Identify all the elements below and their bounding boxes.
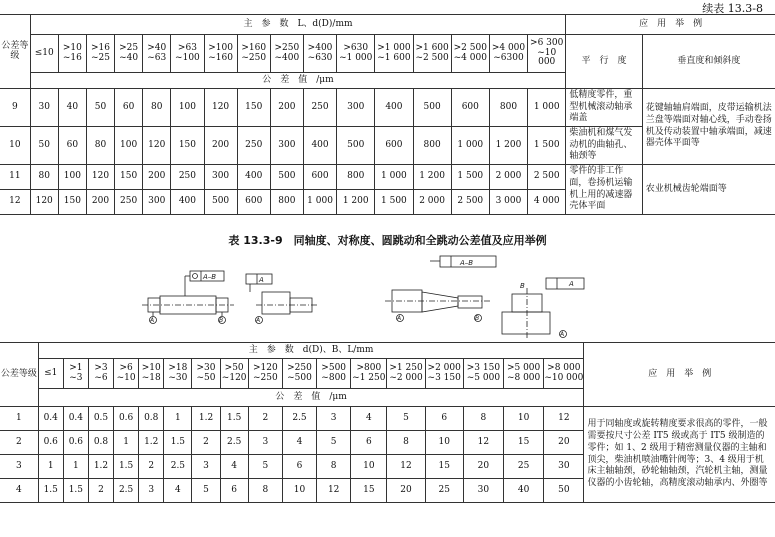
app-text: 用于同轴度或旋转精度要求很高的零件，一般需要按尺寸公差 IT5 级或高于 IT5 级制造的零件；如 1、2 级用于精密测量仪器的主轴和顶尖，柴油机喷油嘴针阀等；3、4 级用于机床主轴轴颈，砂轮轴轴颈，汽轮机主轴，测量仪器的小齿轮轴，高精度滚动轴承内、外圈等 xyxy=(584,407,775,503)
value-cell: 60 xyxy=(58,127,86,165)
value-cell: 0.8 xyxy=(139,407,164,431)
value-cell: 1 000 xyxy=(451,127,489,165)
value-cell: 15 xyxy=(351,479,387,503)
value-cell: 500 xyxy=(270,165,303,190)
range-header: >2 500 ~4 000 xyxy=(451,35,489,73)
value-cell: 4 xyxy=(282,431,316,455)
value-cell: 250 xyxy=(115,190,143,215)
value-cell: 0.6 xyxy=(114,407,139,431)
value-cell: 12 xyxy=(544,407,584,431)
value-cell: 1 xyxy=(164,407,192,431)
range-header: >3 150 ~5 000 xyxy=(463,359,503,389)
grade-cell: 2 xyxy=(0,431,38,455)
value-cell: 3 xyxy=(192,455,220,479)
value-cell: 5 xyxy=(387,407,425,431)
value-cell: 500 xyxy=(204,190,237,215)
value-cell: 1.5 xyxy=(38,479,63,503)
value-cell: 30 xyxy=(544,455,584,479)
value-cell: 8 xyxy=(248,479,282,503)
range-header: ≤1 xyxy=(38,359,63,389)
value-cell: 2 xyxy=(88,479,113,503)
value-cell: 1 000 xyxy=(303,190,336,215)
value-cell: 1 500 xyxy=(528,127,566,165)
value-cell: 2 000 xyxy=(489,165,527,190)
value-cell: 250 xyxy=(303,89,336,127)
app-sub-perp: 垂直度和倾斜度 xyxy=(642,35,775,89)
value-cell: 1 200 xyxy=(413,165,451,190)
fig-label: A xyxy=(560,331,565,338)
range-header: >10 ~16 xyxy=(58,35,86,73)
value-cell: 2.5 xyxy=(114,479,139,503)
value-cell: 8 xyxy=(463,407,503,431)
value-cell: 1 000 xyxy=(528,89,566,127)
value-cell: 500 xyxy=(413,89,451,127)
value-cell: 40 xyxy=(58,89,86,127)
value-cell: 1.2 xyxy=(139,431,164,455)
value-cell: 400 xyxy=(237,165,270,190)
value-cell: 0.6 xyxy=(38,431,63,455)
fig-label: A–B xyxy=(203,273,217,281)
fig-label: A xyxy=(256,317,261,324)
range-header: >8 000 ~10 000 xyxy=(544,359,584,389)
main-param-header: 主 参 数 L、d(D)/mm xyxy=(30,15,566,35)
range-header: >40 ~63 xyxy=(143,35,171,73)
value-cell: 80 xyxy=(86,127,114,165)
value-cell: 1.5 xyxy=(63,479,88,503)
value-cell: 200 xyxy=(143,165,171,190)
range-header: >4 000 ~6300 xyxy=(489,35,527,73)
app-sub-parallel: 平 行 度 xyxy=(566,35,642,89)
value-cell: 2.5 xyxy=(164,455,192,479)
value-cell: 150 xyxy=(237,89,270,127)
range-header: >1 ~3 xyxy=(63,359,88,389)
value-cell: 20 xyxy=(463,455,503,479)
value-cell: 3 xyxy=(317,407,351,431)
coaxial-shaft-drawing xyxy=(142,271,234,324)
grade-header: 公差等级 xyxy=(0,15,30,89)
value-cell: 1.2 xyxy=(192,407,220,431)
value-cell: 50 xyxy=(86,89,114,127)
value-cell: 10 xyxy=(351,455,387,479)
range-header: >1 000 ~1 600 xyxy=(375,35,413,73)
value-cell: 80 xyxy=(143,89,171,127)
value-cell: 60 xyxy=(115,89,143,127)
value-cell: 3 xyxy=(248,431,282,455)
value-cell: 400 xyxy=(171,190,204,215)
range-header: >500 ~800 xyxy=(317,359,351,389)
range-header: >2 000 ~3 150 xyxy=(425,359,463,389)
value-cell: 4 xyxy=(220,455,248,479)
value-cell: 1.5 xyxy=(114,455,139,479)
value-cell: 5 xyxy=(192,479,220,503)
main-param-header: 主 参 数 d(D)、B、L/mm xyxy=(38,343,584,359)
value-cell: 10 xyxy=(425,431,463,455)
app-header: 应 用 举 例 xyxy=(584,343,775,407)
value-cell: 400 xyxy=(375,89,413,127)
range-header: >250 ~500 xyxy=(282,359,316,389)
value-cell: 3 000 xyxy=(489,190,527,215)
value-cell: 250 xyxy=(171,165,204,190)
value-cell: 4 000 xyxy=(528,190,566,215)
value-cell: 2 500 xyxy=(451,190,489,215)
value-cell: 300 xyxy=(337,89,375,127)
value-cell: 25 xyxy=(425,479,463,503)
value-cell: 1.5 xyxy=(164,431,192,455)
range-header: >630 ~1 000 xyxy=(337,35,375,73)
range-header: ≤10 xyxy=(30,35,58,73)
range-header: >1 250 ~2 000 xyxy=(387,359,425,389)
app-perp-11-12: 农业机械齿轮端面等 xyxy=(642,165,775,215)
range-header: >16 ~25 xyxy=(86,35,114,73)
value-cell: 40 xyxy=(504,479,544,503)
fig-label: A xyxy=(569,280,574,288)
grade-cell: 9 xyxy=(0,89,30,127)
value-cell: 6 xyxy=(282,455,316,479)
fig-label: A–B xyxy=(460,259,474,267)
value-cell: 300 xyxy=(204,165,237,190)
value-cell: 15 xyxy=(425,455,463,479)
value-cell: 2 xyxy=(248,407,282,431)
range-header: >250 ~400 xyxy=(270,35,303,73)
value-cell: 2 000 xyxy=(413,190,451,215)
value-cell: 4 xyxy=(164,479,192,503)
value-cell: 20 xyxy=(544,431,584,455)
value-cell: 120 xyxy=(30,190,58,215)
value-cell: 8 xyxy=(387,431,425,455)
value-cell: 150 xyxy=(171,127,204,165)
fig-label: A xyxy=(397,315,402,322)
value-cell: 120 xyxy=(143,127,171,165)
value-cell: 200 xyxy=(86,190,114,215)
grade-cell: 10 xyxy=(0,127,30,165)
value-cell: 30 xyxy=(30,89,58,127)
value-cell: 800 xyxy=(337,165,375,190)
value-cell: 120 xyxy=(86,165,114,190)
range-header: >10 ~18 xyxy=(139,359,164,389)
range-header: >400 ~630 xyxy=(303,35,336,73)
value-cell: 2 xyxy=(192,431,220,455)
value-cell: 6 xyxy=(220,479,248,503)
range-header: >1 600 ~2 500 xyxy=(413,35,451,73)
grade-header: 公差等级 xyxy=(0,343,38,407)
fig-label: B xyxy=(520,282,525,290)
app-parallel-9: 低精度零件，重型机械滚动轴承端盖 xyxy=(566,89,642,127)
app-header: 应 用 举 例 xyxy=(566,15,775,35)
value-cell: 150 xyxy=(58,190,86,215)
range-header: >6 300 ~10 000 xyxy=(528,35,566,73)
value-cell: 6 xyxy=(351,431,387,455)
value-cell: 2.5 xyxy=(282,407,316,431)
value-cell: 8 xyxy=(317,455,351,479)
value-cell: 1 500 xyxy=(375,190,413,215)
range-header: >3 ~6 xyxy=(88,359,113,389)
value-cell: 50 xyxy=(30,127,58,165)
value-cell: 1.2 xyxy=(88,455,113,479)
value-cell: 0.6 xyxy=(63,431,88,455)
value-cell: 10 xyxy=(504,407,544,431)
range-header: >18 ~30 xyxy=(164,359,192,389)
grade-cell: 4 xyxy=(0,479,38,503)
range-header: >800 ~1 250 xyxy=(351,359,387,389)
value-cell: 200 xyxy=(270,89,303,127)
value-cell: 1 200 xyxy=(337,190,375,215)
value-cell: 1 xyxy=(114,431,139,455)
value-cell: 300 xyxy=(143,190,171,215)
value-cell: 400 xyxy=(303,127,336,165)
grade-cell: 11 xyxy=(0,165,30,190)
value-cell: 30 xyxy=(463,479,503,503)
grade-cell: 3 xyxy=(0,455,38,479)
range-header: >30 ~50 xyxy=(192,359,220,389)
value-cell: 0.4 xyxy=(38,407,63,431)
value-cell: 1 200 xyxy=(489,127,527,165)
fig-label: B xyxy=(219,317,224,324)
value-cell: 300 xyxy=(270,127,303,165)
value-cell: 800 xyxy=(489,89,527,127)
value-cell: 100 xyxy=(171,89,204,127)
value-cell: 600 xyxy=(237,190,270,215)
parallelism-table xyxy=(0,14,775,215)
tolerance-figure xyxy=(0,248,775,342)
value-cell: 500 xyxy=(337,127,375,165)
value-cell: 0.5 xyxy=(88,407,113,431)
value-cell: 250 xyxy=(237,127,270,165)
value-cell: 1.5 xyxy=(220,407,248,431)
value-cell: 12 xyxy=(463,431,503,455)
range-header: >6 ~10 xyxy=(114,359,139,389)
app-perp-9-10: 花键轴轴肩端面，皮带运输机法兰盘等端面对轴心线，手动卷扬机及传动装置中轴承端面，减速器壳体平面等 xyxy=(642,89,775,165)
range-header: >120 ~250 xyxy=(248,359,282,389)
value-cell: 2.5 xyxy=(220,431,248,455)
value-cell: 100 xyxy=(58,165,86,190)
grade-cell: 12 xyxy=(0,190,30,215)
value-cell: 800 xyxy=(413,127,451,165)
range-header: >5 000 ~8 000 xyxy=(504,359,544,389)
grade-cell: 1 xyxy=(0,407,38,431)
fig-label: B xyxy=(475,315,480,322)
value-cell: 50 xyxy=(544,479,584,503)
value-cell: 3 xyxy=(139,479,164,503)
value-cell: 80 xyxy=(30,165,58,190)
value-cell: 120 xyxy=(204,89,237,127)
app-parallel-10: 柴油机和煤气发动机的曲轴孔、轴颈等 xyxy=(566,127,642,165)
value-cell: 12 xyxy=(387,455,425,479)
range-header: >100 ~160 xyxy=(204,35,237,73)
value-cell: 12 xyxy=(317,479,351,503)
table-caption: 表 13.3-9 同轴度、对称度、圆跳动和全跳动公差值及应用举例 xyxy=(228,234,547,247)
value-cell: 2 500 xyxy=(528,165,566,190)
value-cell: 800 xyxy=(270,190,303,215)
value-cell: 15 xyxy=(504,431,544,455)
value-cell: 150 xyxy=(115,165,143,190)
value-cell: 2 xyxy=(139,455,164,479)
range-header: >160 ~250 xyxy=(237,35,270,73)
value-cell: 4 xyxy=(351,407,387,431)
tolerance-header: 公 差 值 /μm xyxy=(30,73,566,89)
taper-shaft-drawing xyxy=(385,256,496,322)
fig-label: A xyxy=(150,317,155,324)
app-parallel-11-12: 零件的非工作面，卷扬机运输机上用的减速器壳体平面 xyxy=(566,165,642,215)
value-cell: 200 xyxy=(204,127,237,165)
value-cell: 0.4 xyxy=(63,407,88,431)
value-cell: 600 xyxy=(451,89,489,127)
range-header: >63 ~100 xyxy=(171,35,204,73)
tolerance-header: 公 差 值 /μm xyxy=(38,389,584,407)
continuation-label: 续表 13.3-8 xyxy=(702,2,763,15)
fig-label: A xyxy=(259,276,264,284)
value-cell: 600 xyxy=(303,165,336,190)
value-cell: 20 xyxy=(387,479,425,503)
range-header: >50 ~120 xyxy=(220,359,248,389)
value-cell: 600 xyxy=(375,127,413,165)
value-cell: 1 000 xyxy=(375,165,413,190)
coaxiality-table xyxy=(0,342,775,503)
value-cell: 1 xyxy=(38,455,63,479)
value-cell: 1 500 xyxy=(451,165,489,190)
range-header: >25 ~40 xyxy=(115,35,143,73)
value-cell: 100 xyxy=(115,127,143,165)
value-cell: 0.8 xyxy=(88,431,113,455)
value-cell: 1 xyxy=(63,455,88,479)
value-cell: 6 xyxy=(425,407,463,431)
value-cell: 25 xyxy=(504,455,544,479)
value-cell: 5 xyxy=(248,455,282,479)
value-cell: 10 xyxy=(282,479,316,503)
value-cell: 5 xyxy=(317,431,351,455)
